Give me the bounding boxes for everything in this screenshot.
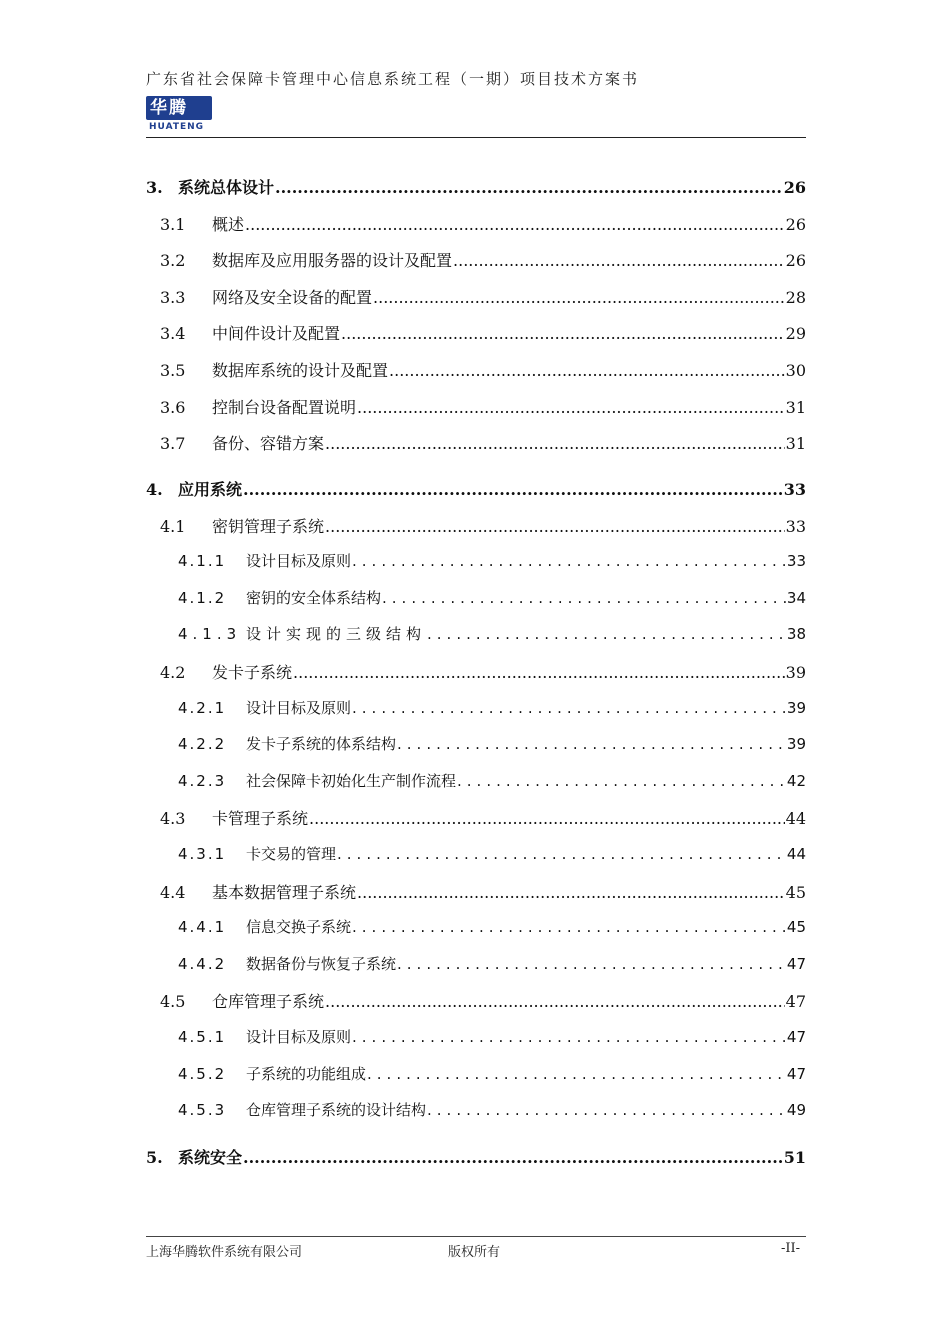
toc-leader-dots	[352, 552, 786, 570]
toc-leader-dots	[357, 883, 785, 902]
toc-entry[interactable]	[146, 1026, 806, 1063]
toc-entry-page: 51	[783, 1148, 806, 1168]
toc-leader-dots	[427, 625, 786, 643]
toc-entry[interactable]	[146, 477, 806, 514]
toc-entry-number: 4.1	[160, 516, 186, 536]
toc-entry[interactable]	[146, 953, 806, 990]
toc-entry[interactable]	[146, 843, 806, 880]
toc-entry-page: 45	[786, 918, 806, 937]
toc-entry[interactable]	[146, 431, 806, 468]
toc-entry-number: 4.3	[160, 809, 186, 829]
toc-entry-number: 4.1.3	[178, 625, 242, 644]
toc-entry[interactable]	[146, 770, 806, 807]
toc-entry-number: 4.2.2	[178, 735, 227, 754]
footer-company: 上海华腾软件系统有限公司	[146, 1245, 303, 1260]
toc-entry[interactable]	[146, 358, 806, 395]
toc-entry[interactable]	[146, 550, 806, 587]
toc-entry-page: 31	[785, 434, 806, 454]
toc-entry[interactable]	[146, 285, 806, 322]
toc-entry-title: 发卡子系统	[212, 663, 293, 683]
toc-entry-number: 4.5	[160, 992, 186, 1012]
toc-entry-number: 4.4	[160, 882, 186, 902]
toc-entry-title: 系统总体设计	[178, 178, 275, 197]
toc-entry[interactable]	[146, 212, 806, 249]
toc-entry[interactable]	[146, 175, 806, 212]
toc-entry-title: 密钥管理子系统	[212, 516, 325, 536]
toc-entry-title: 网络及安全设备的配置	[212, 287, 373, 307]
toc-entry-number: 4.2	[160, 663, 186, 683]
toc-leader-dots	[352, 1028, 786, 1046]
toc-entry-title: 数据库系统的设计及配置	[212, 360, 389, 380]
toc-entry[interactable]	[146, 395, 806, 432]
toc-leader-dots	[352, 699, 786, 717]
toc-leader-dots	[357, 398, 785, 417]
toc-entry-number: 3.7	[160, 434, 186, 454]
toc-entry-page: 33	[783, 480, 806, 500]
toc-leader-dots	[389, 361, 785, 380]
toc-entry-title: 信息交换子系统	[246, 918, 352, 937]
toc-leader-dots	[325, 992, 785, 1011]
toc-entry-number: 3.	[146, 178, 163, 197]
toc-leader-dots	[397, 955, 786, 973]
toc-entry-page: 42	[786, 771, 806, 790]
toc-entry-number: 4.4.1	[178, 918, 227, 937]
toc-entry-title: 子系统的功能组成	[246, 1064, 367, 1083]
toc-entry[interactable]	[146, 1063, 806, 1100]
toc-entry-page: 26	[785, 214, 806, 234]
toc-entry[interactable]	[146, 623, 806, 660]
toc-entry-page: 44	[785, 809, 806, 829]
toc-entry-number: 3.6	[160, 397, 186, 417]
toc-entry-number: 4.2.1	[178, 698, 227, 717]
toc-entry-number: 3.4	[160, 324, 186, 344]
toc-entry-page: 47	[786, 1027, 806, 1046]
toc-entry[interactable]	[146, 587, 806, 624]
toc-entry-page: 29	[785, 324, 806, 344]
toc-entry-page: 39	[786, 735, 806, 754]
toc-entry-number: 4.2.3	[178, 771, 227, 790]
toc-entry-number: 3.2	[160, 251, 186, 271]
toc-entry-page: 33	[786, 552, 806, 571]
header-divider	[146, 137, 806, 138]
toc-entry[interactable]	[146, 989, 806, 1026]
toc-entry-title: 社会保障卡初始化生产制作流程	[246, 771, 457, 790]
toc-leader-dots	[245, 215, 785, 234]
toc-entry-page: 38	[786, 625, 806, 644]
toc-leader-dots	[325, 434, 785, 453]
toc-entry-title: 备份、容错方案	[212, 434, 325, 454]
toc-entry-page: 47	[786, 1064, 806, 1083]
toc-entry[interactable]	[146, 660, 806, 697]
toc-entry-page: 47	[786, 954, 806, 973]
toc-entry-title: 概述	[212, 214, 245, 234]
toc-entry-title: 应用系统	[178, 480, 243, 500]
toc-entry-page: 39	[785, 663, 806, 683]
company-logo	[146, 96, 228, 136]
toc-entry[interactable]	[146, 1145, 806, 1182]
toc-leader-dots	[275, 178, 783, 197]
toc-entry[interactable]	[146, 697, 806, 734]
toc-leader-dots	[457, 772, 786, 790]
toc-entry-page: 49	[786, 1101, 806, 1120]
toc-entry-number: 4.5.3	[178, 1101, 227, 1120]
toc-leader-dots	[373, 288, 785, 307]
toc-entry-number: 3.1	[160, 214, 186, 234]
toc-entry[interactable]	[146, 1099, 806, 1136]
toc-entry-number: 3.5	[160, 360, 186, 380]
toc-entry-number: 4.1.1	[178, 552, 227, 571]
toc-entry-title: 基本数据管理子系统	[212, 882, 357, 902]
toc-leader-dots	[453, 251, 785, 270]
toc-entry-title: 数据库及应用服务器的设计及配置	[212, 251, 453, 271]
toc-leader-dots	[341, 324, 785, 343]
toc-entry-title: 仓库管理子系统的设计结构	[246, 1101, 427, 1120]
toc-entry-page: 28	[785, 287, 806, 307]
toc-entry[interactable]	[146, 916, 806, 953]
document-header-title: 广东省社会保障卡管理中心信息系统工程（一期）项目技术方案书	[146, 70, 640, 88]
toc-entry-title: 卡交易的管理	[246, 844, 337, 863]
footer-page-number: -II-	[781, 1241, 801, 1256]
toc-entry-number: 4.5.2	[178, 1064, 227, 1083]
toc-entry-page: 26	[785, 251, 806, 271]
toc-entry[interactable]	[146, 321, 806, 358]
toc-entry[interactable]	[146, 880, 806, 917]
toc-leader-dots	[243, 480, 783, 499]
toc-entry-page: 26	[783, 178, 806, 197]
toc-entry-number: 3.3	[160, 287, 186, 307]
toc-entry-title: 密钥的安全体系结构	[246, 588, 382, 607]
toc-leader-dots	[367, 1065, 786, 1083]
toc-entry-title: 设计目标及原则	[246, 552, 352, 571]
toc-entry-page: 47	[785, 992, 806, 1012]
toc-entry-number: 4.	[146, 480, 163, 500]
toc-entry-title: 发卡子系统的体系结构	[246, 735, 397, 754]
toc-entry-title: 系统安全	[178, 1148, 243, 1168]
footer-divider	[146, 1236, 806, 1237]
toc-entry[interactable]	[146, 248, 806, 285]
toc-entry-page: 30	[785, 360, 806, 380]
toc-entry-title: 控制台设备配置说明	[212, 397, 357, 417]
toc-leader-dots	[309, 809, 785, 828]
toc-entry-number: 4.3.1	[178, 844, 227, 863]
footer-copyright: 版权所有	[448, 1245, 501, 1260]
toc-entry-page: 39	[786, 698, 806, 717]
toc-leader-dots	[382, 589, 786, 607]
toc-leader-dots	[325, 517, 785, 536]
toc-leader-dots	[352, 918, 786, 936]
toc-leader-dots	[397, 735, 786, 753]
toc-entry-page: 45	[785, 882, 806, 902]
toc-leader-dots	[243, 1148, 783, 1167]
toc-entry-number: 4.4.2	[178, 954, 227, 973]
toc-entry-title: 数据备份与恢复子系统	[246, 954, 397, 973]
toc-entry-page: 33	[785, 516, 806, 536]
toc-entry-page: 31	[785, 397, 806, 417]
toc-entry-page: 34	[786, 588, 806, 607]
toc-entry-number: 4.1.2	[178, 588, 227, 607]
toc-entry-title: 卡管理子系统	[212, 809, 309, 829]
toc-leader-dots	[337, 845, 786, 863]
toc-entry[interactable]	[146, 733, 806, 770]
toc-entry-number: 4.5.1	[178, 1027, 227, 1046]
toc-entry-title: 仓库管理子系统	[212, 992, 325, 1012]
toc-leader-dots	[427, 1101, 786, 1119]
toc-entry[interactable]	[146, 806, 806, 843]
logo-text: HUATENG	[149, 122, 205, 132]
toc-entry[interactable]	[146, 514, 806, 551]
toc-entry-title: 设计实现的三级结构	[246, 625, 427, 644]
toc-leader-dots	[293, 663, 785, 682]
logo-mark: 华腾	[146, 96, 212, 120]
toc-entry-title: 中间件设计及配置	[212, 324, 341, 344]
toc-entry-title: 设计目标及原则	[246, 1027, 352, 1046]
table-of-contents	[146, 175, 806, 1182]
toc-entry-page: 44	[786, 844, 806, 863]
toc-entry-number: 5.	[146, 1148, 163, 1168]
toc-entry-title: 设计目标及原则	[246, 698, 352, 717]
